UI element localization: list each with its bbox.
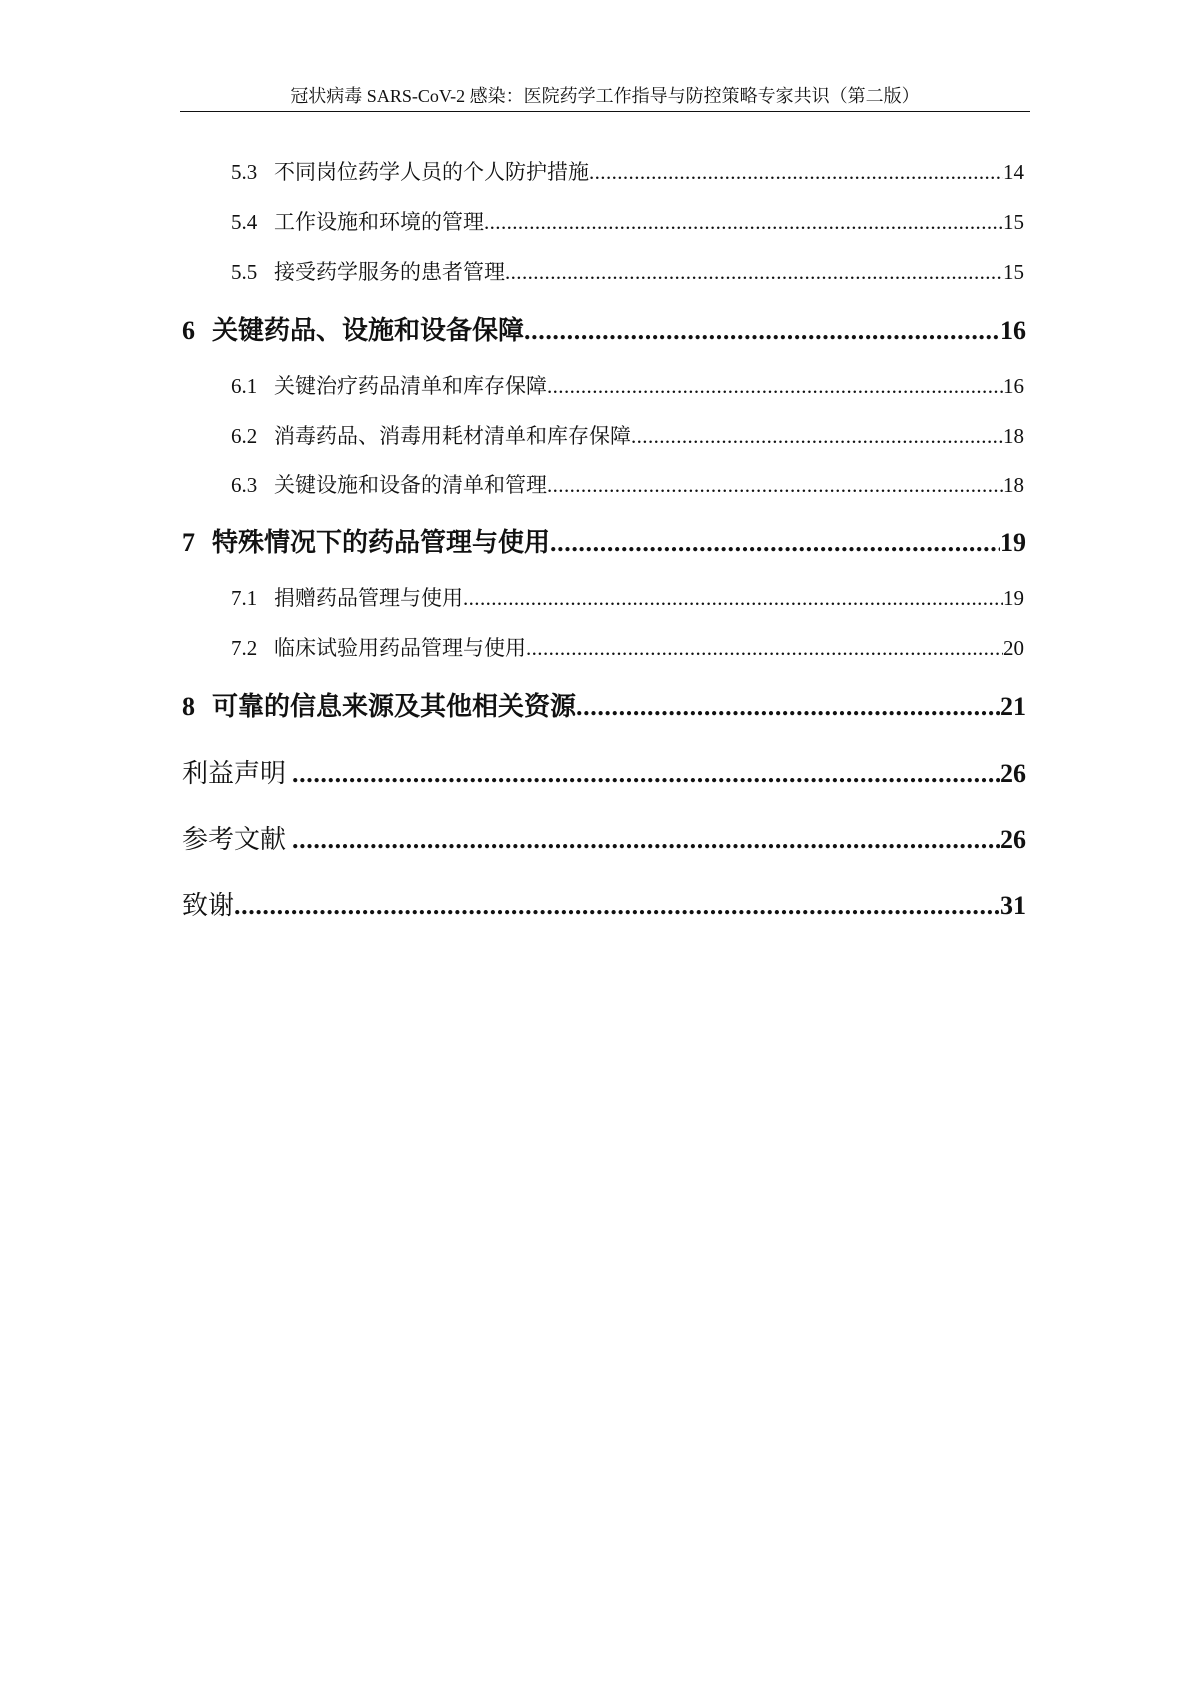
- toc-entry-7[interactable]: [182, 528, 1026, 558]
- toc-entry-title: 工作设施和环境的管理: [274, 210, 484, 234]
- toc-entry-title: 接受药学服务的患者管理: [274, 260, 505, 284]
- toc-entry-references[interactable]: [182, 825, 1026, 855]
- toc-page-number: 18: [1003, 424, 1024, 448]
- toc-entry-number: 6.3: [231, 473, 258, 497]
- toc-dot-leader: [292, 759, 1000, 789]
- toc-entry-6-2[interactable]: [231, 424, 1024, 448]
- toc-dot-leader: [550, 528, 1000, 558]
- toc-entry-number: 6.1: [231, 374, 258, 398]
- toc-entry-number: 7: [182, 528, 195, 557]
- toc-page-number: 15: [1003, 260, 1024, 284]
- toc-entry-title: 临床试验用药品管理与使用: [274, 636, 526, 660]
- toc-entry-number: 6.2: [231, 424, 258, 448]
- toc-entry-8[interactable]: [182, 692, 1026, 722]
- toc-page-number: 19: [1003, 586, 1024, 610]
- toc-page-number: 31: [1000, 891, 1026, 920]
- toc-entry-5-4[interactable]: [231, 210, 1024, 234]
- toc-page-number: 15: [1003, 210, 1024, 234]
- toc-page-number: 18: [1003, 473, 1024, 497]
- toc-entry-7-1[interactable]: [231, 586, 1024, 610]
- toc-entry-title: 关键治疗药品清单和库存保障: [274, 374, 547, 398]
- toc-page-number: 20: [1003, 636, 1024, 660]
- toc-dot-leader: [484, 210, 1003, 234]
- toc-entry-title: 参考文献: [182, 825, 287, 854]
- toc-entry-7-2[interactable]: [231, 636, 1024, 660]
- toc-entry-number: 7.2: [231, 636, 258, 660]
- toc-entry-title: 利益声明: [182, 759, 287, 788]
- running-header: 冠状病毒 SARS-CoV-2 感染：医院药学工作指导与防控策略专家共识（第二版）: [290, 86, 920, 106]
- toc-dot-leader: [292, 825, 1000, 855]
- toc-dot-leader: [547, 473, 1003, 497]
- toc-entry-6[interactable]: [182, 316, 1026, 346]
- toc-dot-leader: [576, 692, 1000, 722]
- toc-entry-5-3[interactable]: [231, 160, 1024, 184]
- toc-entry-title: 可靠的信息来源及其他相关资源: [212, 692, 577, 721]
- toc-dot-leader: [505, 260, 1003, 284]
- toc-page-number: 26: [1000, 825, 1026, 854]
- toc-dot-leader: [526, 636, 1003, 660]
- toc-entry-title: 致谢: [182, 891, 235, 920]
- toc-page-number: 16: [1003, 374, 1024, 398]
- header-rule: [180, 111, 1030, 112]
- toc-entry-title: 捐赠药品管理与使用: [274, 586, 463, 610]
- toc-dot-leader: [631, 424, 1003, 448]
- toc-entry-5-5[interactable]: [231, 260, 1024, 284]
- toc-entry-number: 5.4: [231, 210, 258, 234]
- toc-dot-leader: [234, 891, 1000, 921]
- toc-entry-number: 8: [182, 692, 195, 721]
- toc-entry-number: 6: [182, 316, 195, 345]
- toc-page-number: 21: [1000, 692, 1026, 721]
- toc-entry-number: 7.1: [231, 586, 258, 610]
- toc-entry-title: 不同岗位药学人员的个人防护措施: [274, 160, 589, 184]
- toc-entry-title: 消毒药品、消毒用耗材清单和库存保障: [274, 424, 631, 448]
- toc-entry-acknowledgements[interactable]: [182, 891, 1026, 921]
- toc-page-number: 19: [1000, 528, 1026, 557]
- toc-entry-number: 5.5: [231, 260, 258, 284]
- toc-page-number: 16: [1000, 316, 1026, 345]
- toc-entry-title: 关键药品、设施和设备保障: [212, 316, 525, 345]
- toc-dot-leader: [589, 160, 1003, 184]
- toc-page-number: 26: [1000, 759, 1026, 788]
- toc-entry-6-3[interactable]: [231, 473, 1024, 497]
- toc-dot-leader: [547, 374, 1003, 398]
- toc-entry-title: 特殊情况下的药品管理与使用: [212, 528, 551, 557]
- toc-page-number: 14: [1003, 160, 1024, 184]
- toc-entry-declaration-of-interest[interactable]: [182, 759, 1026, 789]
- toc-entry-6-1[interactable]: [231, 374, 1024, 398]
- toc-entry-number: 5.3: [231, 160, 258, 184]
- toc-entry-title: 关键设施和设备的清单和管理: [274, 473, 547, 497]
- toc-dot-leader: [524, 316, 1000, 346]
- toc-dot-leader: [463, 586, 1003, 610]
